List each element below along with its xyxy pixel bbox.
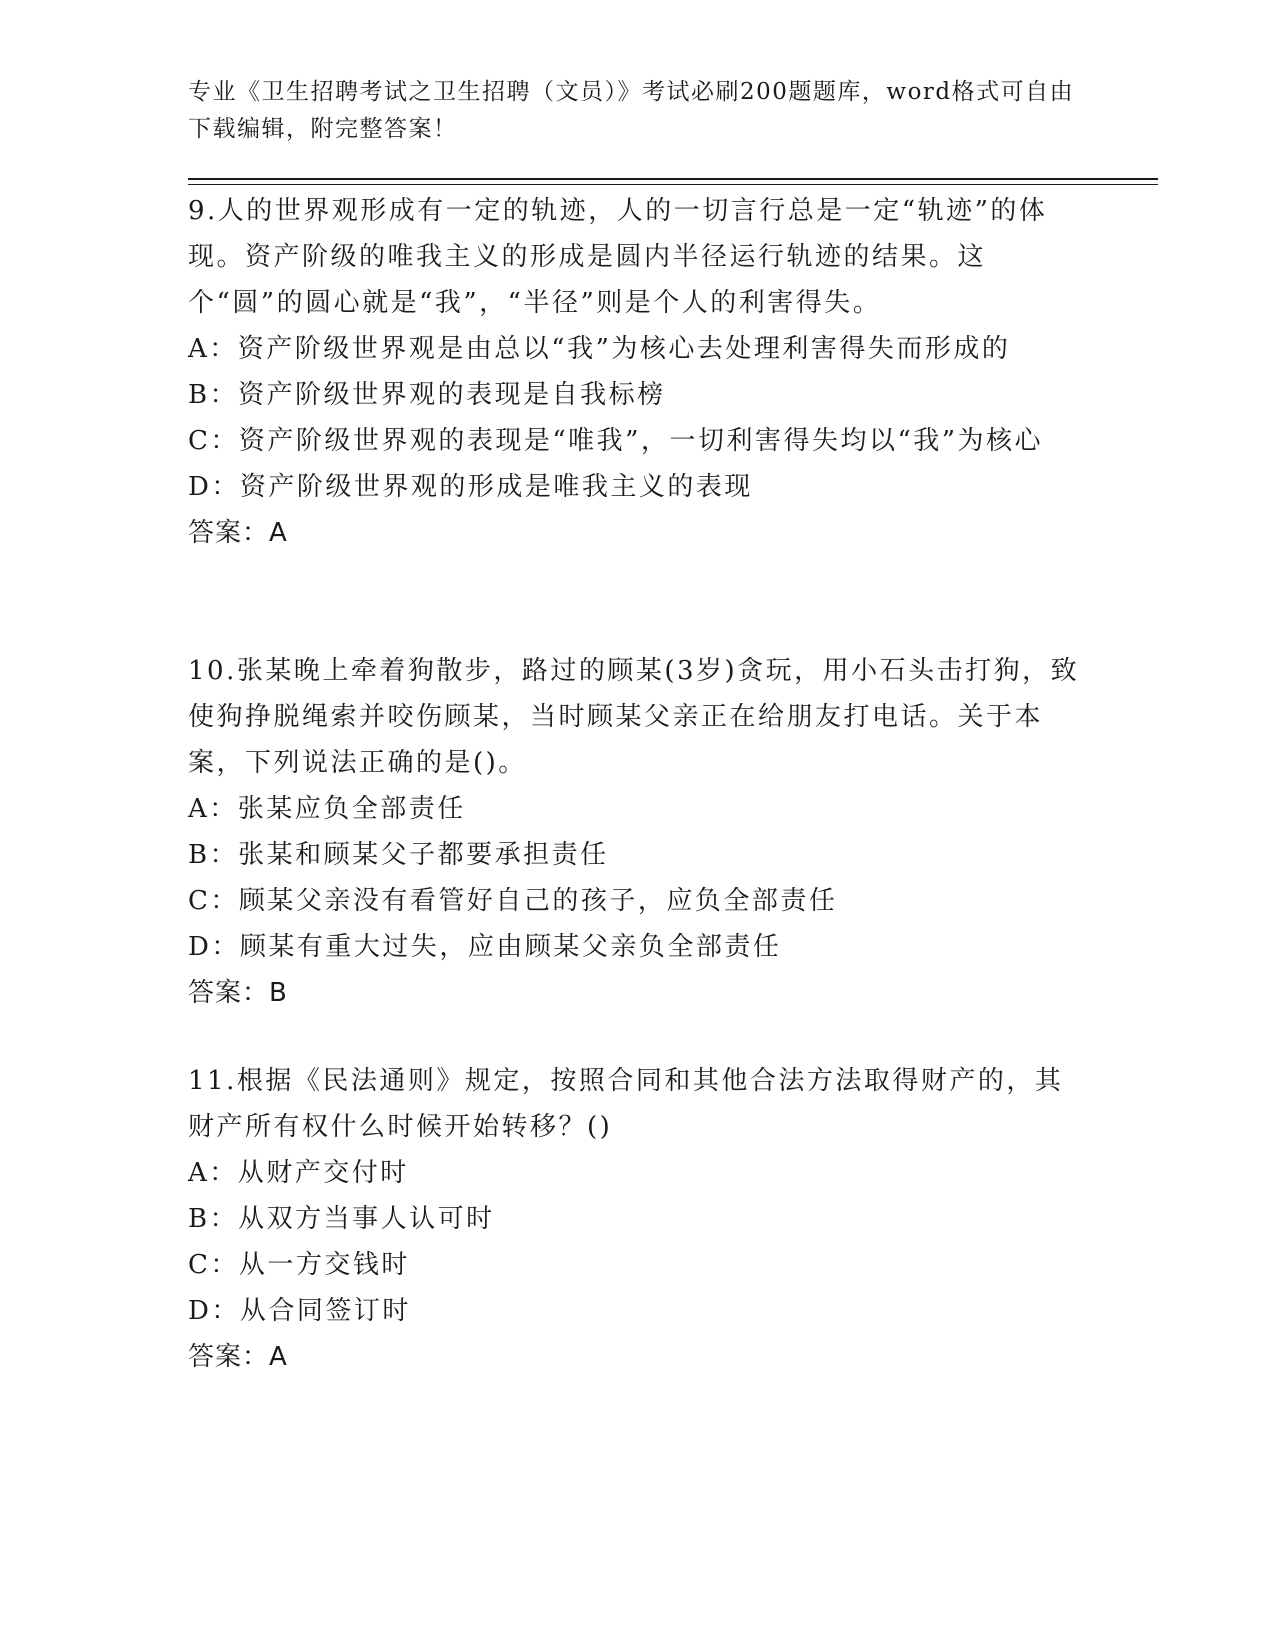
option-a: A：张某应负全部责任 <box>188 794 466 824</box>
header-divider-thin <box>188 184 1158 185</box>
option-a: A：从财产交付时 <box>188 1158 409 1188</box>
option-d: D：顾某有重大过失，应由顾某父亲负全部责任 <box>188 932 782 962</box>
option-c: C：从一方交钱时 <box>188 1250 410 1280</box>
question-stem: 11.根据《民法通则》规定，按照合同和其他合法方法取得财产的，其财产所有权什么时候开始转移？() <box>188 1066 1064 1142</box>
header-divider-thick <box>188 178 1158 180</box>
answer: 答案：A <box>188 518 288 548</box>
question-10 <box>188 648 1088 1016</box>
question-11 <box>188 1058 1088 1380</box>
question-stem: 10.张某晚上牵着狗散步，路过的顾某(3岁)贪玩，用小石头击打狗，致使狗挣脱绳索并咬伤顾某，当时顾某父亲正在给朋友打电话。关于本案，下列说法正确的是()。 <box>188 656 1080 778</box>
answer: 答案：A <box>188 1342 288 1372</box>
document-header: 专业《卫生招聘考试之卫生招聘（文员）》考试必刷200题题库，word格式可自由下载编辑，附完整答案！ <box>188 79 1075 142</box>
option-d: D：从合同签订时 <box>188 1296 411 1326</box>
option-c: C：资产阶级世界观的表现是“唯我”，一切利害得失均以“我”为核心 <box>188 426 1044 456</box>
option-b: B：资产阶级世界观的表现是自我标榜 <box>188 380 666 410</box>
option-a: A：资产阶级世界观是由总以“我”为核心去处理利害得失而形成的 <box>188 334 1011 364</box>
question-9 <box>188 188 1088 556</box>
answer: 答案：B <box>188 978 288 1008</box>
question-stem: 9.人的世界观形成有一定的轨迹，人的一切言行总是一定“轨迹”的体现。资产阶级的唯我主义的形成是圆内半径运行轨迹的结果。这个“圆”的圆心就是“我”，“半径”则是个人的利害得失。 <box>188 196 1048 318</box>
option-b: B：从双方当事人认可时 <box>188 1204 495 1234</box>
option-d: D：资产阶级世界观的形成是唯我主义的表现 <box>188 472 753 502</box>
option-c: C：顾某父亲没有看管好自己的孩子，应负全部责任 <box>188 886 838 916</box>
option-b: B：张某和顾某父子都要承担责任 <box>188 840 609 870</box>
